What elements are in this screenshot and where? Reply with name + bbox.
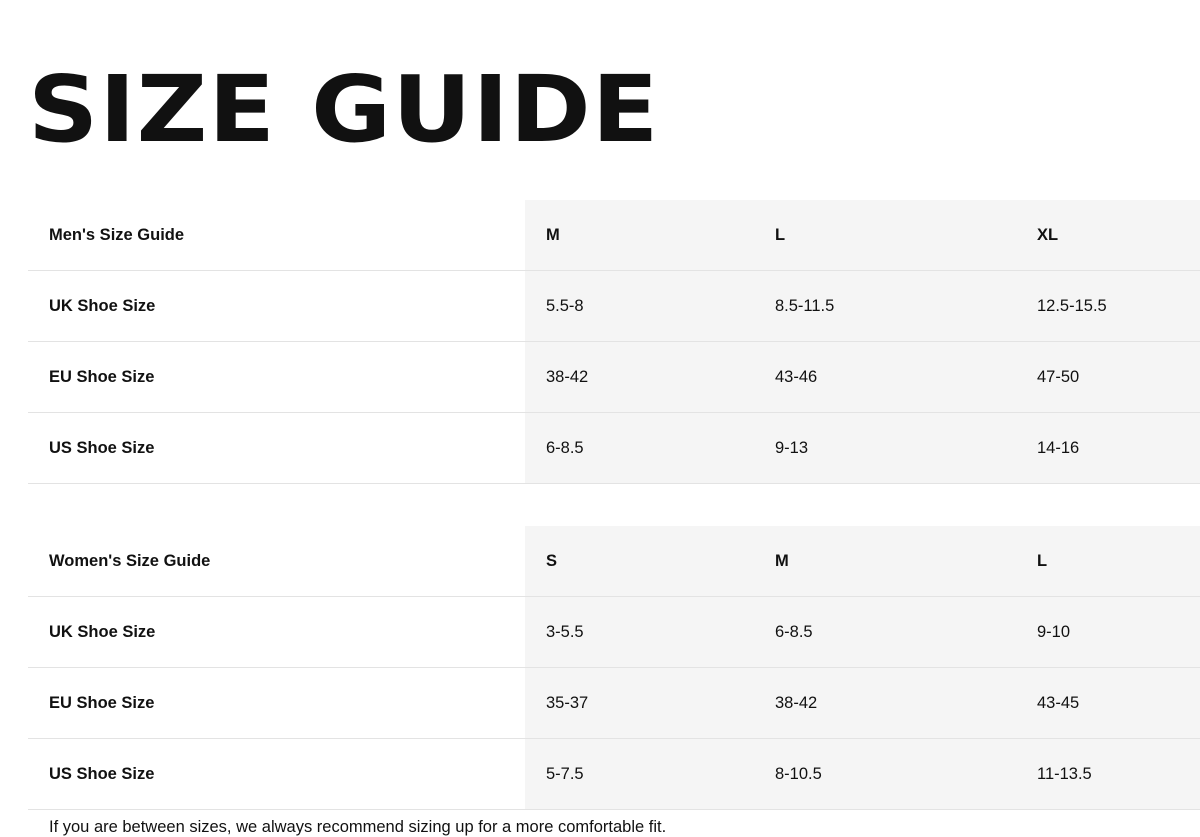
- row-value: 9-13: [754, 413, 1016, 484]
- table-spacer: [28, 484, 1200, 526]
- row-value: 12.5-15.5: [1016, 271, 1200, 342]
- row-label: EU Shoe Size: [28, 342, 525, 413]
- table-row: [28, 271, 1200, 342]
- row-value: 47-50: [1016, 342, 1200, 413]
- row-value: 6-8.5: [754, 597, 1016, 668]
- row-label: UK Shoe Size: [28, 597, 525, 668]
- row-value: 5.5-8: [525, 271, 754, 342]
- row-label: US Shoe Size: [28, 739, 525, 810]
- size-tables: [28, 200, 1200, 810]
- table-row: [28, 342, 1200, 413]
- row-value: 43-45: [1016, 668, 1200, 739]
- row-value: 9-10: [1016, 597, 1200, 668]
- mens-size-guide-table: [28, 200, 1200, 484]
- column-header-l: L: [1016, 526, 1200, 597]
- row-value: 11-13.5: [1016, 739, 1200, 810]
- row-value: 5-7.5: [525, 739, 754, 810]
- size-guide-note: If you are between sizes, we always recommend sizing up for a more comfortable fit.: [49, 818, 667, 836]
- table-header-row: [28, 526, 1200, 597]
- column-header-s: S: [525, 526, 754, 597]
- column-header-label: Men's Size Guide: [28, 200, 525, 271]
- womens-size-guide-table: [28, 526, 1200, 810]
- row-label: EU Shoe Size: [28, 668, 525, 739]
- table-row: [28, 597, 1200, 668]
- column-header-m: M: [525, 200, 754, 271]
- column-header-l: L: [754, 200, 1016, 271]
- column-header-m: M: [754, 526, 1016, 597]
- row-value: 3-5.5: [525, 597, 754, 668]
- row-value: 8.5-11.5: [754, 271, 1016, 342]
- row-value: 38-42: [525, 342, 754, 413]
- row-value: 43-46: [754, 342, 1016, 413]
- row-value: 14-16: [1016, 413, 1200, 484]
- table-row: [28, 413, 1200, 484]
- column-header-label: Women's Size Guide: [28, 526, 525, 597]
- row-label: UK Shoe Size: [28, 271, 525, 342]
- table-row: [28, 668, 1200, 739]
- row-value: 35-37: [525, 668, 754, 739]
- row-value: 8-10.5: [754, 739, 1016, 810]
- table-row: [28, 739, 1200, 810]
- row-value: 38-42: [754, 668, 1016, 739]
- row-value: 6-8.5: [525, 413, 754, 484]
- column-header-xl: XL: [1016, 200, 1200, 271]
- row-label: US Shoe Size: [28, 413, 525, 484]
- page-title: SIZE GUIDE: [28, 56, 660, 163]
- table-header-row: [28, 200, 1200, 271]
